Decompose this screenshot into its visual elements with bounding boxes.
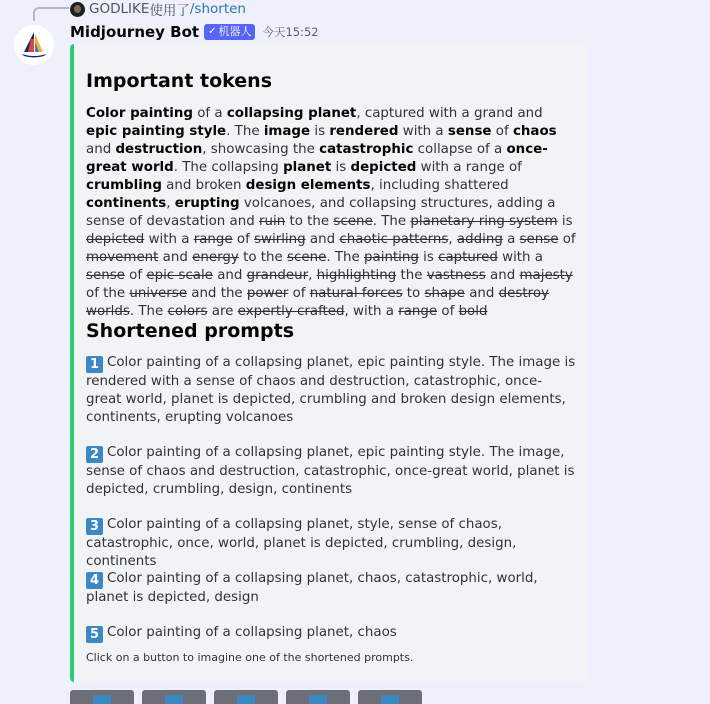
removed-token: bold: [458, 304, 488, 319]
removed-token: highlighting: [316, 268, 397, 283]
token-text: and: [464, 286, 499, 301]
token-text: of: [491, 124, 513, 139]
token-text: . The: [226, 124, 264, 139]
removed-token: energy: [192, 250, 239, 265]
prompt-text: Color painting of a collapsing planet, chaos: [107, 625, 397, 640]
number-1-icon: 1: [86, 356, 103, 373]
removed-token: sense: [86, 268, 125, 283]
removed-token: scene: [287, 250, 327, 265]
removed-token: movement: [86, 250, 159, 265]
token-text: , captured with a grand and: [356, 106, 543, 121]
token-text: is: [310, 124, 330, 139]
removed-token: natural forces: [309, 286, 403, 301]
token-text: and the: [186, 286, 247, 301]
token-text: with a: [497, 250, 544, 265]
important-token: once-great world: [86, 142, 548, 175]
token-text: , including shattered: [370, 178, 509, 193]
prompts-title: Shortened prompts: [86, 320, 295, 342]
removed-token: universe: [129, 286, 187, 301]
removed-token: range: [193, 232, 233, 247]
important-token: rendered: [329, 124, 399, 139]
token-text: is: [418, 250, 439, 265]
embed-card: [70, 44, 588, 682]
prompt-text: Color painting of a collapsing planet, epic painting style. The image is rendered with a sense of chaos and destruction, catastrophic, once-great world, planet is depicted, crumbling and broken design elements, continents, erupting volcanoes: [86, 355, 576, 425]
prompt-3-button[interactable]: [214, 690, 278, 704]
important-token: design elements: [245, 178, 371, 193]
token-text: with a: [144, 232, 194, 247]
token-text: to the: [285, 214, 334, 229]
token-text: of: [124, 268, 147, 283]
token-text: is: [331, 160, 351, 175]
token-text: of: [232, 232, 255, 247]
removed-token: range: [398, 304, 438, 319]
token-text: of a: [192, 106, 227, 121]
tokens-title: Important tokens: [86, 70, 273, 92]
reply-connector: [33, 7, 69, 21]
token-text: . The: [129, 304, 168, 319]
token-text: and: [485, 268, 520, 283]
important-token: depicted: [350, 160, 417, 175]
token-text: and broken: [161, 178, 246, 193]
token-text: and: [158, 250, 193, 265]
prompt-text: Color painting of a collapsing planet, epic painting style. The image, sense of chaos and destruction, catastrophic, once-great world, planet is depicted, crumbling, design, continents: [86, 445, 575, 497]
prompt-text: Color painting of a collapsing planet, chaos, catastrophic, world, planet is depicted, design: [86, 571, 538, 605]
tokens-paragraph: [86, 105, 576, 321]
token-text: a: [502, 232, 520, 247]
token-text: the: [396, 268, 427, 283]
prompt-item: [86, 624, 576, 643]
token-text: to the: [238, 250, 288, 265]
removed-token: destroy worlds: [86, 286, 549, 319]
important-token: sense: [447, 124, 492, 139]
important-token: chaos: [512, 124, 557, 139]
removed-token: depicted: [86, 232, 145, 247]
token-text: , showcasing the: [202, 142, 320, 157]
token-text: . The: [326, 250, 365, 265]
prompt-item: [86, 444, 576, 499]
removed-token: power: [246, 286, 289, 301]
token-text: and: [212, 268, 247, 283]
message-timestamp[interactable]: 今天15:52: [262, 25, 319, 39]
token-text: . The: [372, 214, 411, 229]
important-token: crumbling: [86, 178, 162, 193]
bot-avatar[interactable]: [14, 25, 54, 65]
token-text: of the: [86, 286, 130, 301]
prompt-text: Color painting of a collapsing planet, style, sense of chaos, catastrophic, once, world, planet is depicted, crumbling, design, continents: [86, 517, 517, 569]
reply-command[interactable]: /shorten: [189, 1, 246, 17]
token-text: with a: [398, 124, 448, 139]
removed-token: vastness: [426, 268, 486, 283]
important-token: Color painting: [86, 106, 193, 121]
token-text: of: [437, 304, 459, 319]
important-token: planet: [283, 160, 332, 175]
reply-user-avatar[interactable]: [70, 2, 85, 17]
removed-token: captured: [438, 250, 498, 265]
removed-token: planetary ring system: [410, 214, 558, 229]
token-text: ,: [448, 232, 457, 247]
important-token: destruction: [115, 142, 203, 157]
token-text: and: [86, 142, 116, 157]
token-text: and: [305, 232, 340, 247]
removed-token: adding: [456, 232, 503, 247]
reply-username[interactable]: GODLIKE: [89, 1, 150, 17]
prompt-item: [86, 516, 576, 571]
removed-token: shape: [424, 286, 465, 301]
token-text: . The collapsing: [173, 160, 284, 175]
important-token: continents: [86, 196, 167, 211]
token-text: collapse of a: [413, 142, 507, 157]
important-token: erupting: [174, 196, 240, 211]
token-text: volcanoes, and collapsing structures, adding a sense of devastation and: [86, 196, 556, 229]
token-text: are: [207, 304, 238, 319]
sailboat-icon: [14, 25, 54, 65]
token-text: ,: [308, 268, 317, 283]
token-text: is: [557, 214, 573, 229]
removed-token: grandeur: [246, 268, 309, 283]
prompt-item: [86, 354, 576, 427]
important-token: epic painting style: [86, 124, 227, 139]
removed-token: expertly crafted: [237, 304, 345, 319]
important-token: collapsing planet: [226, 106, 357, 121]
number-2-icon: 2: [86, 446, 103, 463]
number-4-icon: 4: [86, 572, 103, 589]
bot-tag: [204, 24, 255, 40]
prompt-5-button[interactable]: [358, 690, 422, 704]
removed-token: ruin: [259, 214, 286, 229]
important-token: catastrophic: [319, 142, 414, 157]
token-text: , with a: [344, 304, 399, 319]
removed-token: majesty: [519, 268, 573, 283]
token-text: to: [402, 286, 425, 301]
embed-footer: Click on a button to imagine one of the shortened prompts.: [86, 651, 414, 664]
token-text: ,: [166, 196, 175, 211]
removed-token: swirling: [254, 232, 306, 247]
message-header: [70, 21, 319, 43]
prompt-item: [86, 570, 576, 607]
reply-action: 使用了: [149, 3, 190, 19]
important-token: image: [263, 124, 311, 139]
prompt-1-button[interactable]: [70, 690, 134, 704]
removed-token: chaotic patterns: [339, 232, 449, 247]
prompt-2-button[interactable]: [142, 690, 206, 704]
removed-token: scene: [333, 214, 373, 229]
removed-token: painting: [364, 250, 419, 265]
bot-tag-label: 机器人: [218, 25, 252, 38]
number-5-icon: 5: [86, 626, 103, 643]
removed-token: epic scale: [146, 268, 213, 283]
token-text: of: [288, 286, 310, 301]
token-text: of: [558, 232, 576, 247]
number-3-icon: 3: [86, 518, 103, 535]
reply-reference[interactable]: [70, 0, 246, 18]
prompt-4-button[interactable]: [286, 690, 350, 704]
checkmark-icon: ✓: [208, 26, 217, 37]
removed-token: colors: [167, 304, 208, 319]
token-text: with a range of: [416, 160, 522, 175]
bot-name[interactable]: Midjourney Bot: [70, 23, 200, 41]
removed-token: sense: [519, 232, 559, 247]
